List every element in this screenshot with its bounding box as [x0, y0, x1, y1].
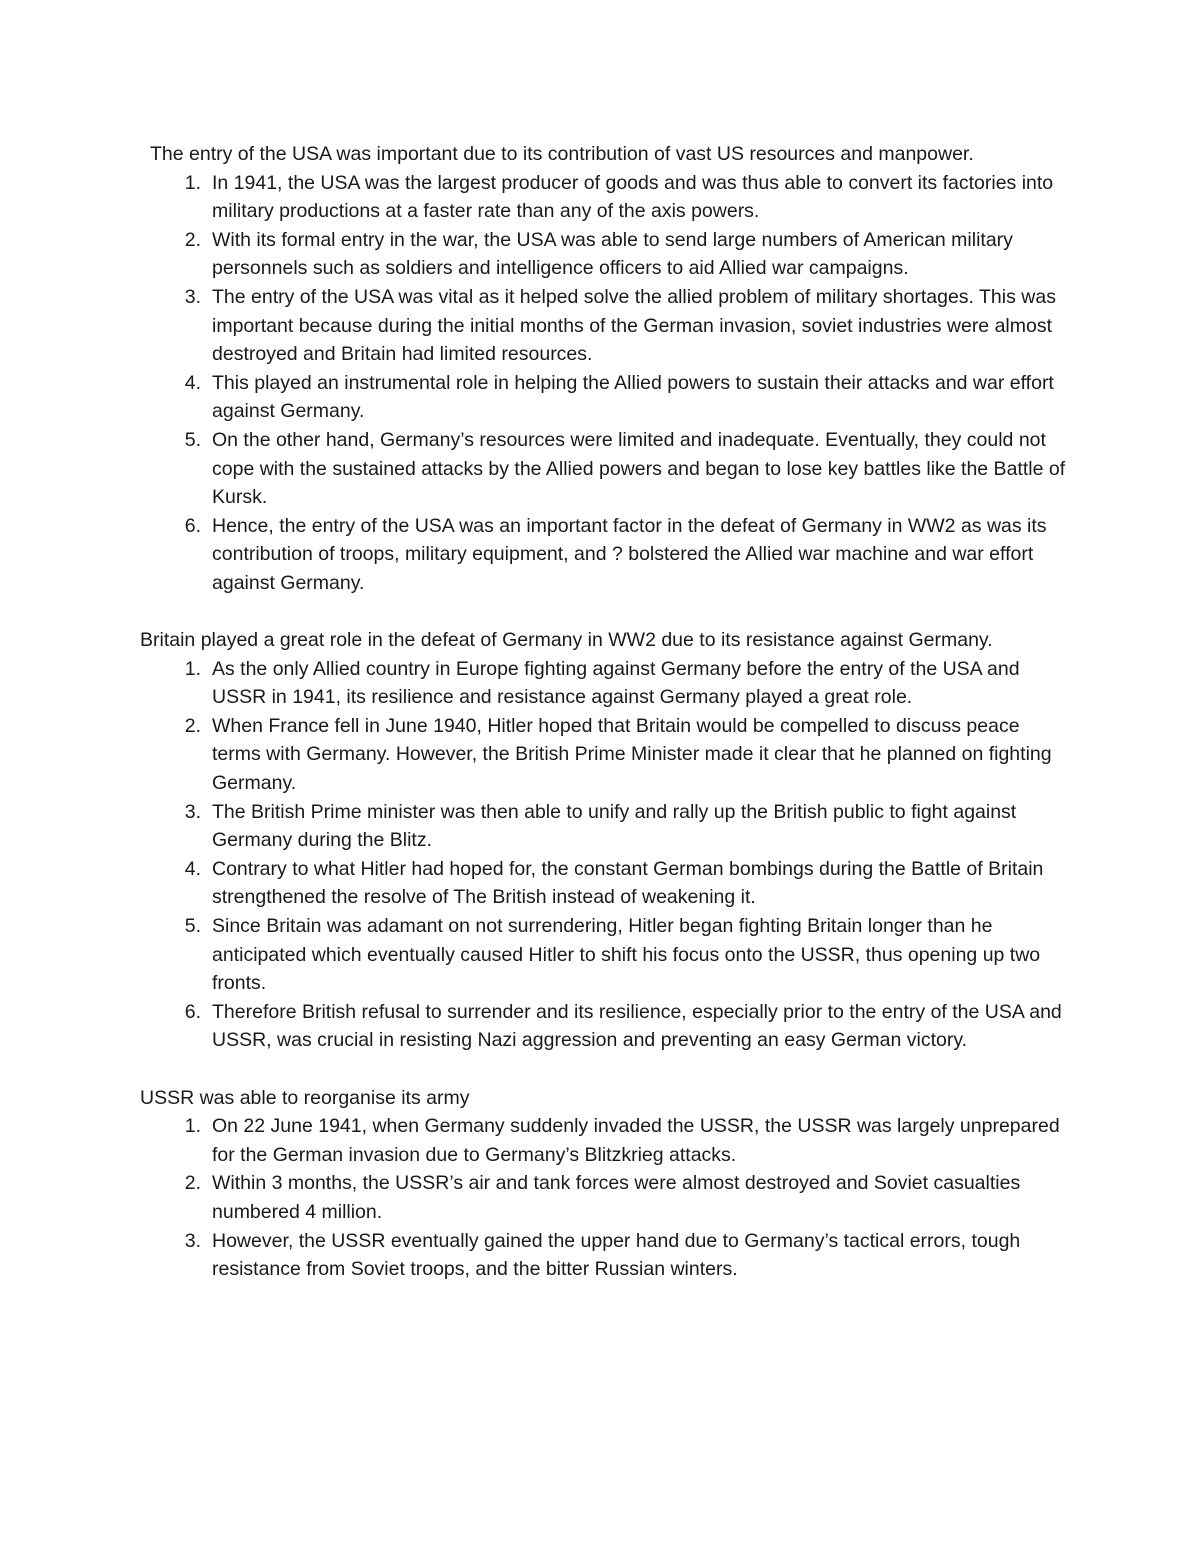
- list-number: 2.: [184, 714, 201, 737]
- list-item: [140, 998, 1070, 1055]
- numbered-list: [140, 169, 1070, 598]
- document-body: [140, 140, 1070, 1284]
- list-number: 3.: [184, 800, 201, 823]
- list-item: [140, 912, 1070, 998]
- list-item: [140, 426, 1070, 512]
- list-text: Since Britain was adamant on not surrendering, Hitler began fighting Britain longer than he anticipated which eventually caused Hitler to shift his focus onto the USSR, thus opening up two fronts.: [212, 915, 1041, 995]
- list-item: [140, 369, 1070, 426]
- list-text: Contrary to what Hitler had hoped for, the constant German bombings during the Battle of Britain strengthened the resolve of The British instead of weakening it.: [212, 857, 1044, 909]
- list-text: The British Prime minister was then able to unify and rally up the British public to fight against Germany during the Blitz.: [212, 800, 1017, 852]
- list-number: 5.: [184, 428, 201, 451]
- list-item: [140, 283, 1070, 369]
- section-usa-entry: [140, 140, 1070, 598]
- section-heading: Britain played a great role in the defeat of Germany in WW2 due to its resistance against Germany.: [140, 629, 993, 652]
- list-item: [140, 712, 1070, 798]
- list-text: In 1941, the USA was the largest producer of goods and was thus able to convert its factories into military productions at a faster rate than any of the axis powers.: [212, 171, 1054, 223]
- section-heading: USSR was able to reorganise its army: [140, 1086, 470, 1109]
- list-item: [140, 1169, 1070, 1226]
- list-text: With its formal entry in the war, the USA was able to send large numbers of American military personnels such as soldiers and intelligence officers to aid Allied war campaigns.: [212, 228, 1013, 280]
- list-text: The entry of the USA was vital as it helped solve the allied problem of military shortages. This was important because during the initial months of the German invasion, soviet industries were almost destroyed and Britain had limited resources.: [212, 285, 1056, 366]
- section-heading: The entry of the USA was important due to its contribution of vast US resources and manpower.: [150, 143, 974, 165]
- numbered-list: [140, 1112, 1070, 1284]
- list-number: 1.: [184, 657, 201, 680]
- list-number: 3.: [184, 285, 201, 308]
- list-item: [140, 169, 1070, 226]
- list-text: However, the USSR eventually gained the upper hand due to Germany’s tactical errors, tough resistance from Soviet troops, and the bitter Russian winters.: [212, 1229, 1021, 1281]
- list-item: [140, 512, 1070, 598]
- list-item: [140, 1227, 1070, 1284]
- section-britain-resistance: [140, 626, 1070, 1055]
- numbered-list: [140, 655, 1070, 1055]
- list-text: On 22 June 1941, when Germany suddenly invaded the USSR, the USSR was largely unprepared for the German invasion due to Germany’s Blitzkrieg attacks.: [212, 1115, 1060, 1166]
- list-number: 5.: [184, 915, 201, 938]
- list-text: This played an instrumental role in helping the Allied powers to sustain their attacks and war effort against Germany.: [212, 371, 1054, 423]
- list-item: [140, 655, 1070, 712]
- list-text: Within 3 months, the USSR’s air and tank forces were almost destroyed and Soviet casualties numbered 4 million.: [212, 1172, 1021, 1223]
- list-number: 2.: [184, 228, 201, 251]
- list-number: 4.: [184, 371, 201, 394]
- list-item: [140, 226, 1070, 283]
- list-text: When France fell in June 1940, Hitler hoped that Britain would be compelled to discuss peace terms with Germany. However, the British Prime Minister made it clear that he planned on fighting Germany.: [212, 714, 1052, 795]
- list-item: [140, 798, 1070, 855]
- list-text: Therefore British refusal to surrender and its resilience, especially prior to the entry of the USA and USSR, was crucial in resisting Nazi aggression and preventing an easy German victory.: [212, 1000, 1062, 1052]
- list-number: 3.: [184, 1229, 201, 1252]
- list-number: 1.: [184, 1115, 201, 1138]
- list-number: 2.: [184, 1172, 201, 1195]
- list-number: 1.: [184, 171, 201, 194]
- list-number: 4.: [184, 857, 201, 880]
- list-item: [140, 855, 1070, 912]
- list-number: 6.: [184, 1000, 201, 1023]
- list-item: [140, 1112, 1070, 1169]
- section-ussr-army: [140, 1084, 1070, 1284]
- list-text: Hence, the entry of the USA was an important factor in the defeat of Germany in WW2 as was its contribution of troops, military equipment, and ? bolstered the Allied war machine and war effort against Germany.: [212, 514, 1047, 594]
- list-number: 6.: [184, 514, 201, 537]
- list-text: On the other hand, Germany’s resources were limited and inadequate. Eventually, they could not cope with the sustained attacks by the Allied powers and began to lose key battles like the Battle of Kursk.: [212, 428, 1066, 509]
- list-text: As the only Allied country in Europe fighting against Germany before the entry of the USA and USSR in 1941, its resilience and resistance against Germany played a great role.: [212, 657, 1020, 709]
